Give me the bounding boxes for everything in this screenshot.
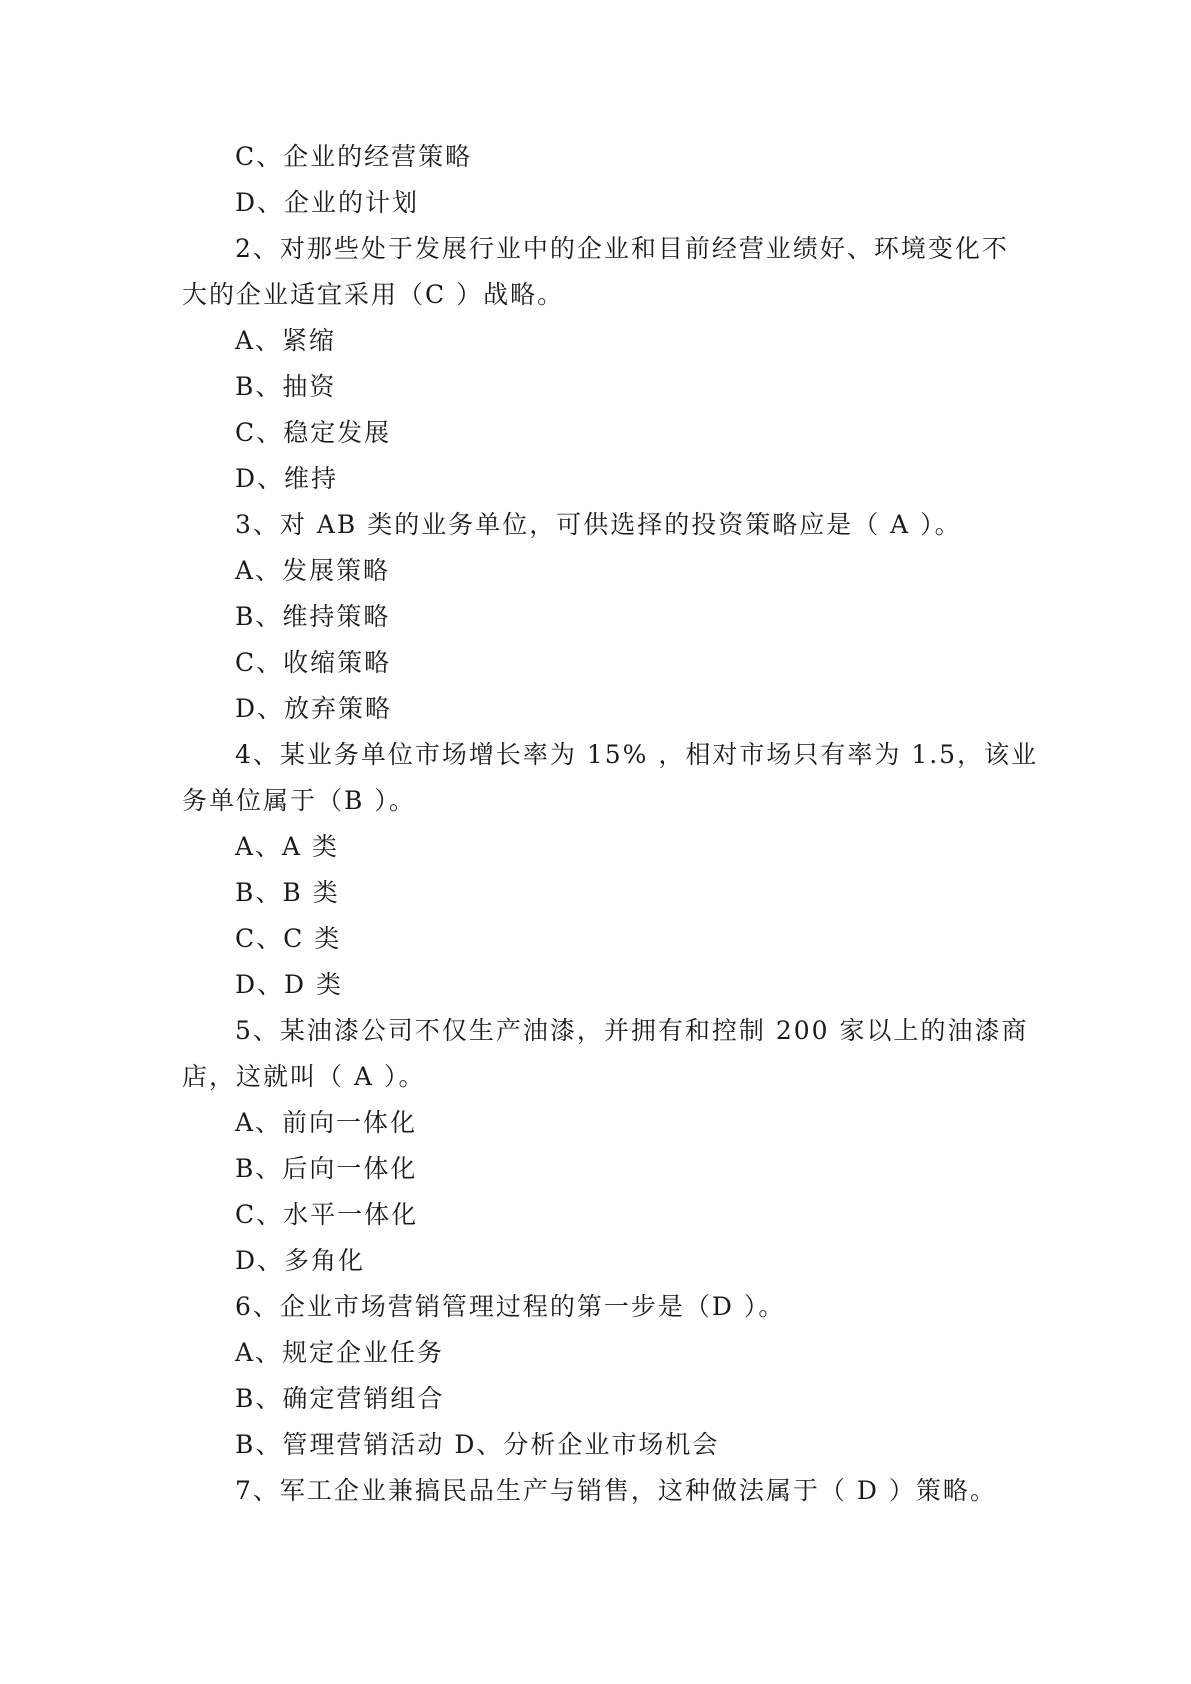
option-line: D、企业的计划 xyxy=(235,188,420,217)
question-continuation-line: 大的企业适宜采用（C ）战略。 xyxy=(182,280,565,309)
question-line: 4、某业务单位市场增长率为 15% ，相对市场只有率为 1.5，该业 xyxy=(235,740,1039,769)
option-line: C、水平一体化 xyxy=(235,1200,419,1229)
question-line: 7、军工企业兼搞民品生产与销售，这种做法属于（ D ）策略。 xyxy=(235,1476,997,1505)
question-line: 5、某油漆公司不仅生产油漆，并拥有和控制 200 家以上的油漆商 xyxy=(235,1016,1029,1045)
option-line: B、管理营销活动 D、分析企业市场机会 xyxy=(235,1430,720,1459)
question-line: 6、企业市场营销管理过程的第一步是（D ）。 xyxy=(235,1292,786,1321)
option-line: A、前向一体化 xyxy=(235,1108,418,1137)
question-line: 2、对那些处于发展行业中的企业和目前经营业绩好、环境变化不 xyxy=(235,234,1009,263)
option-line: A、发展策略 xyxy=(235,556,391,585)
question-continuation-line: 店，这就叫（ A ）。 xyxy=(182,1062,426,1091)
option-line: A、规定企业任务 xyxy=(235,1338,445,1367)
option-line: C、稳定发展 xyxy=(235,418,392,447)
option-line: B、抽资 xyxy=(235,372,337,401)
option-line: B、B 类 xyxy=(235,878,340,907)
option-line: A、紧缩 xyxy=(235,326,337,355)
option-line: D、多角化 xyxy=(235,1246,366,1275)
question-continuation-line: 务单位属于（B ）。 xyxy=(182,786,416,815)
option-line: D、D 类 xyxy=(235,970,344,999)
option-line: B、确定营销组合 xyxy=(235,1384,445,1413)
option-line: C、收缩策略 xyxy=(235,648,392,677)
option-line: D、放弃策略 xyxy=(235,694,393,723)
option-line: D、维持 xyxy=(235,464,339,493)
option-line: B、维持策略 xyxy=(235,602,391,631)
option-line: C、C 类 xyxy=(235,924,342,953)
question-line: 3、对 AB 类的业务单位，可供选择的投资策略应是（ A ）。 xyxy=(235,510,962,539)
option-line: C、企业的经营策略 xyxy=(235,142,473,171)
option-line: B、后向一体化 xyxy=(235,1154,418,1183)
option-line: A、A 类 xyxy=(235,832,340,861)
